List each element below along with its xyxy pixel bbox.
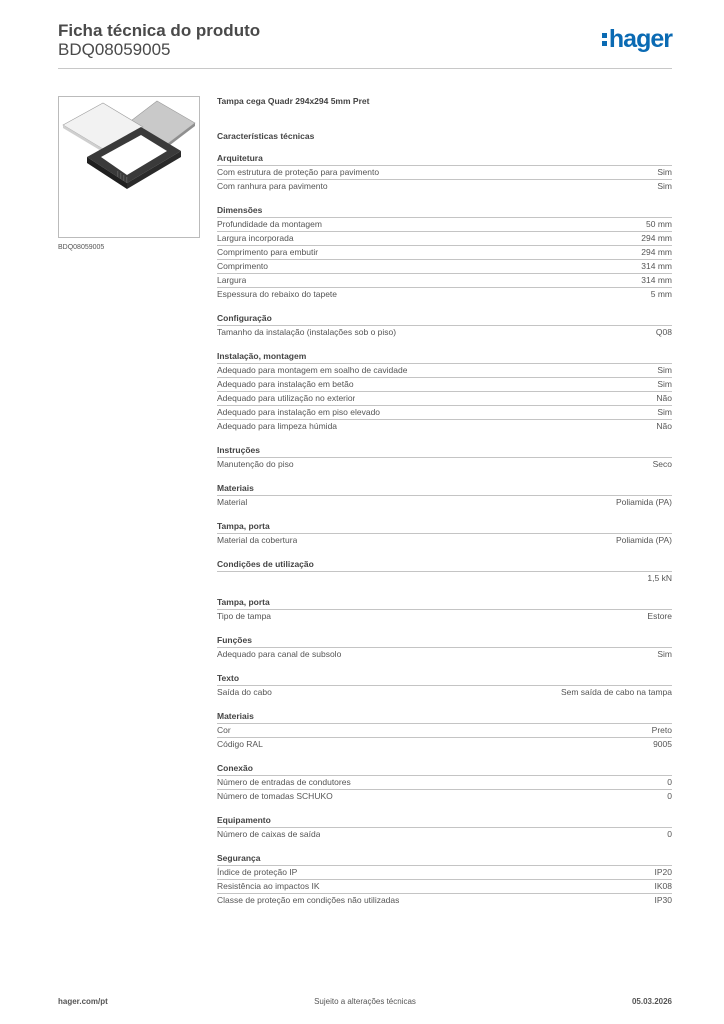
spec-value: Sim [657,379,672,389]
spec-value: IP20 [654,867,672,877]
spec-label: Classe de proteção em condições não utilizadas [217,895,400,905]
spec-value: 314 mm [641,275,672,285]
spec-section [217,557,672,585]
spec-value: 0 [667,777,672,787]
spec-value: Sim [657,407,672,417]
section-title: Instruções [217,445,260,455]
spec-label: Adequado para instalação em betão [217,379,354,389]
section-title: Condições de utilização [217,559,314,569]
section-title: Funções [217,635,252,645]
spec-value: Q08 [655,327,672,337]
spec-row [217,533,672,547]
spec-row [217,217,672,231]
spec-row [217,287,672,301]
spec-row [217,457,672,471]
spec-value: Não [656,421,672,431]
specs-heading: Características técnicas [217,131,315,141]
spec-label: Número de caixas de saída [217,829,321,839]
spec-content [217,94,672,917]
page-footer [58,997,672,1009]
section-title: Conexão [217,763,253,773]
spec-value: 294 mm [641,247,672,257]
spec-value: 1,5 kN [647,573,672,583]
spec-value: 294 mm [641,233,672,243]
spec-row [217,391,672,405]
spec-label: Código RAL [217,739,263,749]
spec-row [217,245,672,259]
spec-label: Material [217,497,248,507]
spec-label: Largura incorporada [217,233,294,243]
spec-label: Adequado para montagem em soalho de cavidade [217,365,408,375]
section-title: Instalação, montagem [217,351,307,361]
product-name: Tampa cega Quadr 294x294 5mm Pret [217,96,370,106]
spec-row [217,827,672,841]
hager-logo [602,26,672,52]
spec-section [217,851,672,907]
spec-label: Cor [217,725,231,735]
spec-value: Estore [647,611,672,621]
section-title: Tampa, porta [217,597,270,607]
spec-row [217,273,672,287]
spec-row [217,865,672,879]
section-title: Texto [217,673,240,683]
spec-section [217,349,672,433]
spec-value: Seco [652,459,672,469]
spec-section [217,761,672,803]
spec-section [217,671,672,699]
spec-row [217,775,672,789]
spec-label: Saída do cabo [217,687,272,697]
spec-section [217,813,672,841]
spec-row [217,419,672,433]
section-title: Materiais [217,711,254,721]
footer-notice: Sujeito a alterações técnicas [314,997,416,1006]
spec-value: Preto [651,725,672,735]
section-title: Arquitetura [217,153,263,163]
section-title: Dimensões [217,205,263,215]
spec-section [217,595,672,623]
spec-label: Adequado para limpeza húmida [217,421,338,431]
spec-label: Com estrutura de proteção para pavimento [217,167,380,177]
spec-section [217,481,672,509]
spec-label: Índice de proteção IP [217,867,298,877]
spec-row [217,259,672,273]
spec-row [217,737,672,751]
spec-value: 0 [667,829,672,839]
spec-label: Manutenção do piso [217,459,294,469]
spec-label: Adequado para instalação em piso elevado [217,407,381,417]
spec-section [217,519,672,547]
floor-box-cover-product-photo-icon [58,96,200,238]
image-caption: BDQ08059005 [58,244,105,251]
section-title: Materiais [217,483,254,493]
section-title: Configuração [217,313,272,323]
spec-label: Tamanho da instalação (instalações sob o piso) [217,327,397,337]
spec-row [217,609,672,623]
footer-website: hager.com/pt [58,997,108,1006]
spec-value: Não [656,393,672,403]
spec-label: Comprimento para embutir [217,247,319,257]
spec-value: Sem saída de cabo na tampa [560,687,672,697]
spec-row [217,165,672,179]
spec-label: Adequado para canal de subsolo [217,649,342,659]
spec-value: 9005 [653,739,672,749]
section-title: Equipamento [217,815,271,825]
spec-value: IP30 [654,895,672,905]
spec-row [217,179,672,193]
spec-row [217,325,672,339]
spec-section [217,311,672,339]
spec-label: Material da cobertura [217,535,298,545]
logo-wordmark: hager [608,25,672,53]
spec-label: Espessura do rebaixo do tapete [217,289,338,299]
spec-label: Com ranhura para pavimento [217,181,328,191]
spec-row [217,647,672,661]
spec-label: Número de entradas de condutores [217,777,351,787]
spec-sections [217,151,672,907]
spec-row [217,879,672,893]
spec-label: Tipo de tampa [217,611,272,621]
spec-label: Profundidade da montagem [217,219,322,229]
spec-value: 314 mm [641,261,672,271]
spec-row [217,571,672,585]
spec-value: 50 mm [646,219,672,229]
spec-row [217,405,672,419]
spec-section [217,151,672,193]
spec-section [217,443,672,471]
spec-label: Resistência ao impactos IK [217,881,320,891]
spec-label: Largura [217,275,247,285]
spec-value: Sim [657,181,672,191]
footer-date: 05.03.2026 [631,997,672,1006]
section-title: Tampa, porta [217,521,270,531]
spec-label: Adequado para utilização no exterior [217,393,356,403]
spec-value: 0 [667,791,672,801]
logo-colon-icon [602,33,607,46]
spec-value: 5 mm [650,289,672,299]
spec-value: Sim [657,167,672,177]
spec-row [217,377,672,391]
spec-value: Poliamida (PA) [615,535,672,545]
section-title: Segurança [217,853,261,863]
spec-section [217,709,672,751]
spec-row [217,789,672,803]
spec-row [217,231,672,245]
spec-row [217,495,672,509]
spec-value: Sim [657,365,672,375]
spec-value: IK08 [654,881,672,891]
spec-label: Comprimento [217,261,269,271]
spec-label: Número de tomadas SCHUKO [217,791,333,801]
document-title: Ficha técnica do produto [58,21,261,40]
spec-row [217,363,672,377]
product-code: BDQ08059005 [58,40,171,59]
spec-value: Poliamida (PA) [615,497,672,507]
page-header [58,20,672,69]
spec-section [217,633,672,661]
spec-row [217,723,672,737]
spec-section [217,203,672,301]
spec-value: Sim [657,649,672,659]
spec-row [217,893,672,907]
spec-row [217,685,672,699]
